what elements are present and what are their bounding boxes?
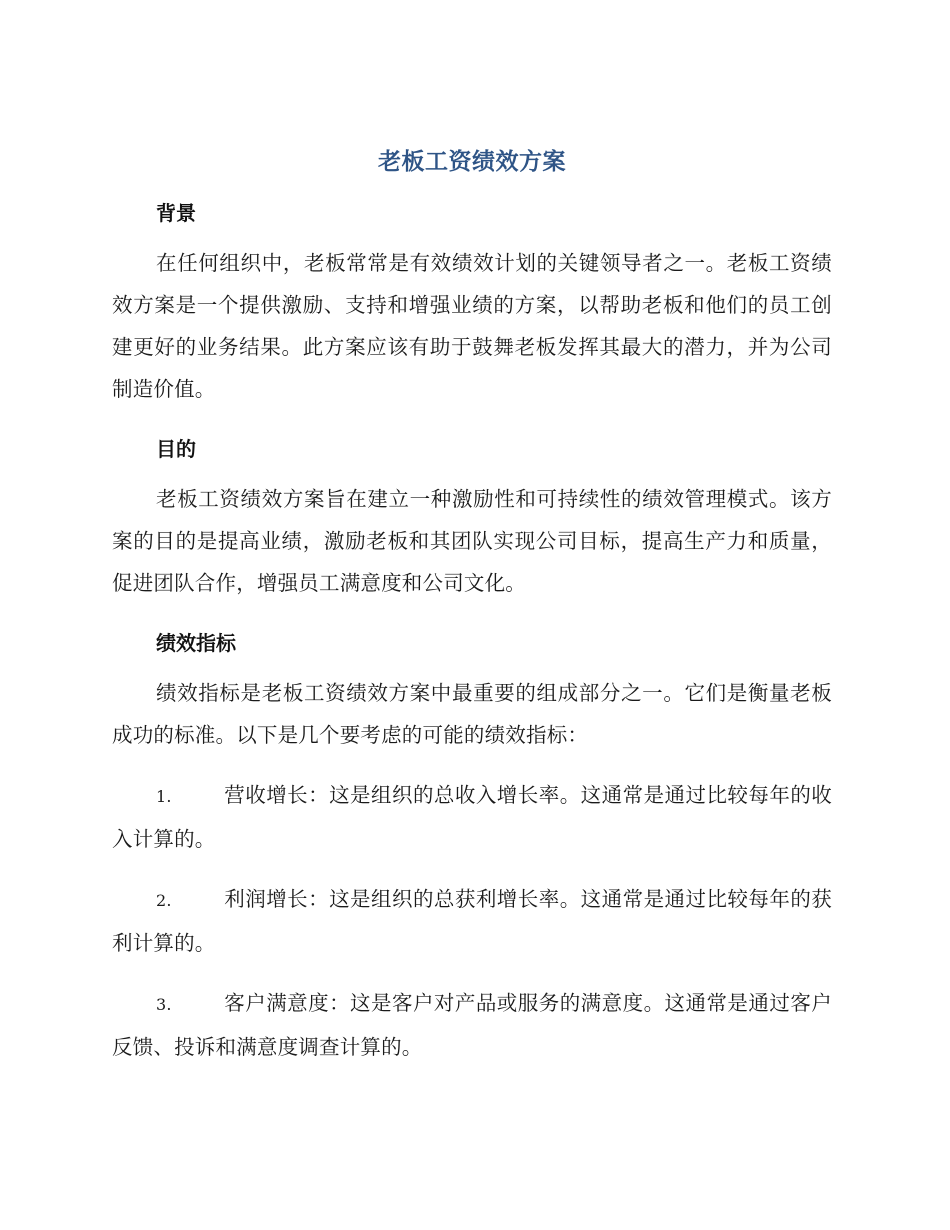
section-purpose bbox=[112, 432, 832, 604]
section-heading: 背景 bbox=[156, 201, 196, 225]
list-item-number: 2. bbox=[156, 891, 172, 910]
list-item-text: 客户满意度：这是客户对产品或服务的满意度。这通常是通过客户反馈、投诉和满意度调查计算的。 bbox=[112, 991, 832, 1059]
list-item bbox=[112, 878, 832, 964]
section-performance-indicators bbox=[112, 626, 832, 1068]
section-heading: 绩效指标 bbox=[156, 631, 236, 655]
section-paragraph: 绩效指标是老板工资绩效方案中最重要的组成部分之一。它们是衡量老板成功的标准。以下是几个要考虑的可能的绩效指标： bbox=[112, 681, 832, 747]
list-item bbox=[112, 774, 832, 860]
section-heading: 目的 bbox=[156, 437, 196, 461]
section-paragraph: 在任何组织中，老板常常是有效绩效计划的关键领导者之一。老板工资绩效方案是一个提供激励、支持和增强业绩的方案，以帮助老板和他们的员工创建更好的业务结果。此方案应该有助于鼓舞老板发挥其最大的潜力，并为公司制造价值。 bbox=[112, 251, 832, 401]
section-paragraph: 老板工资绩效方案旨在建立一种激励性和可持续性的绩效管理模式。该方案的目的是提高业绩，激励老板和其团队实现公司目标，提高生产力和质量，促进团队合作，增强员工满意度和公司文化。 bbox=[112, 487, 832, 595]
document-body bbox=[112, 142, 832, 1068]
list-item-number: 3. bbox=[156, 995, 172, 1014]
list-item-text: 利润增长：这是组织的总获利增长率。这通常是通过比较每年的获利计算的。 bbox=[112, 887, 832, 955]
list-item bbox=[112, 982, 832, 1068]
section-background bbox=[112, 196, 832, 410]
list-item-text: 营收增长：这是组织的总收入增长率。这通常是通过比较每年的收入计算的。 bbox=[112, 783, 832, 851]
list-item-number: 1. bbox=[156, 787, 172, 806]
document-title: 老板工资绩效方案 bbox=[378, 149, 566, 175]
